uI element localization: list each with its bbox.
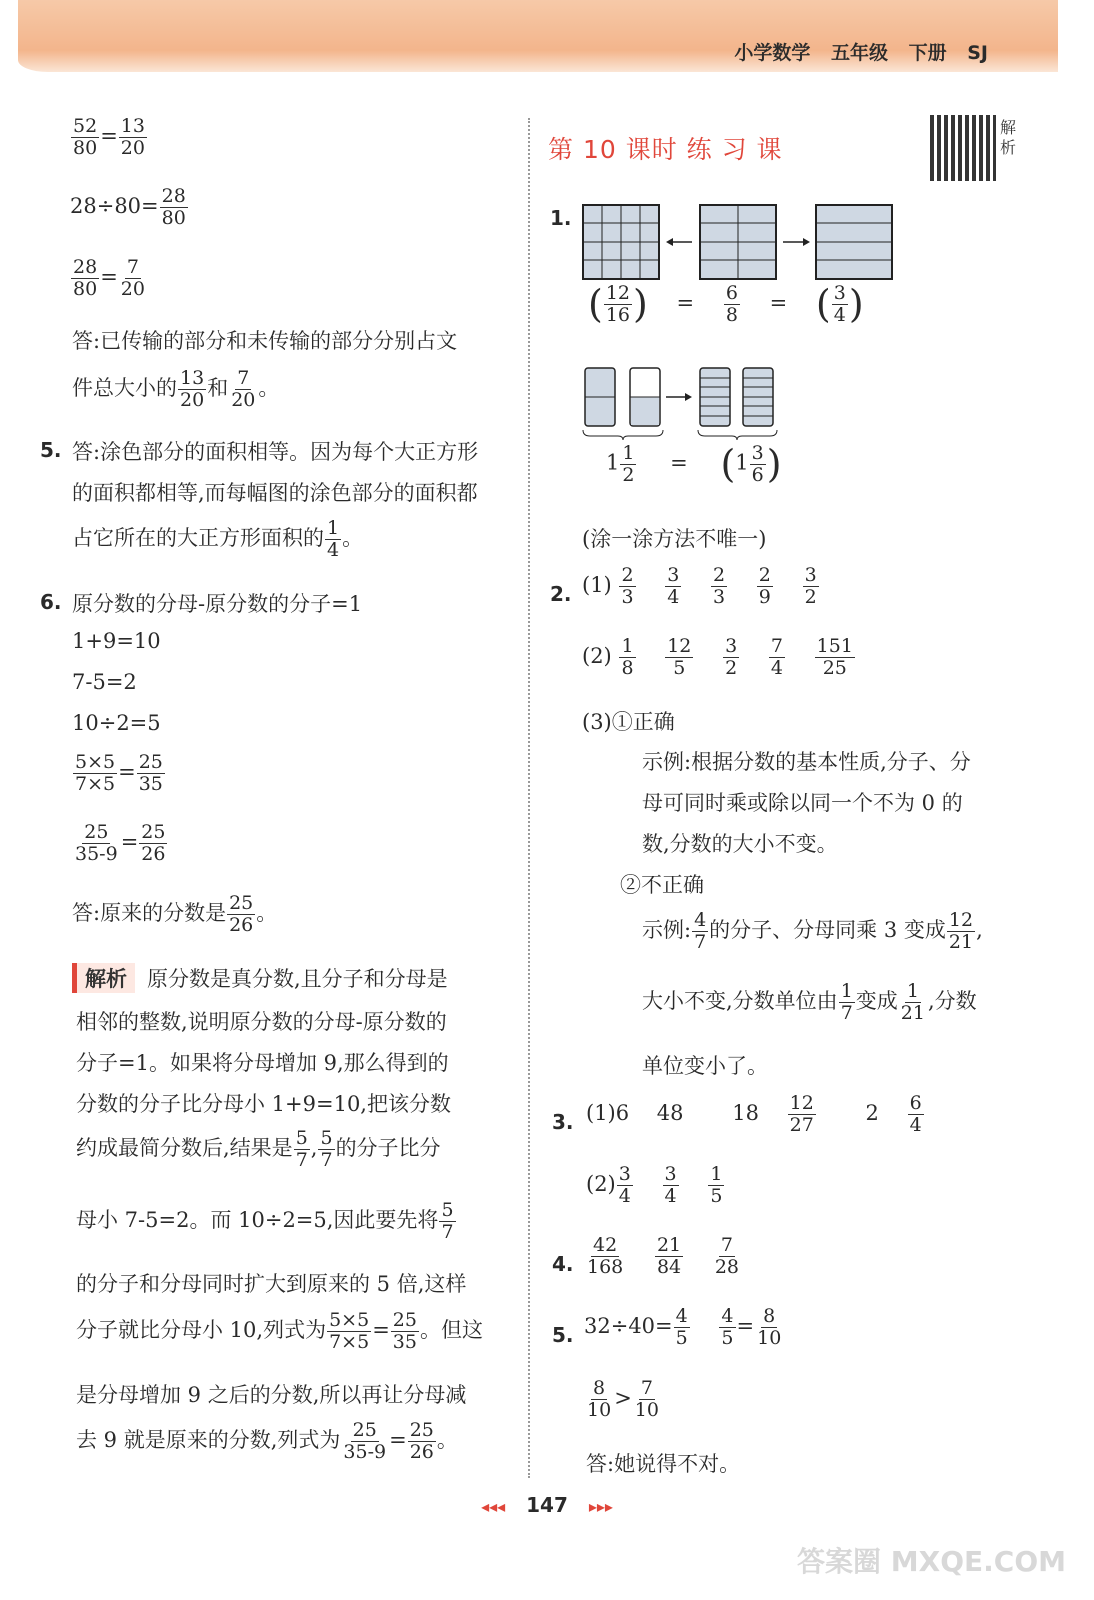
qr-code[interactable] (930, 115, 996, 181)
q6-line1: 原分数的分母-原分数的分子=1 (72, 592, 363, 616)
q2-example3: 大小不变,分数单位由 $\frac{1}{7}$ 变成 $\frac{1}{21}$ ,分数 (642, 980, 977, 1024)
q6-step3: 10÷2=5 (72, 711, 161, 735)
header-banner (18, 0, 1058, 72)
lesson-title: 第 10 课时 练 习 课 (548, 135, 783, 164)
volume: 下册 (908, 42, 947, 64)
grid-8ths (700, 205, 776, 279)
q6-answer: 答:原来的分数是 $\frac{25}{26}$ 。 (72, 892, 278, 936)
grade: 五年级 (830, 42, 888, 64)
q5-line3: 占它所在的大正方形面积的 $\frac{1}{4}$ 。 (72, 517, 364, 561)
q5-equation: 32÷40= $\frac{4}{5}$ $\frac{4}{5}$ = $\frac{8}{10}$ (584, 1305, 782, 1349)
equation-2: 28÷80= $\frac{28}{80}$ (70, 185, 186, 229)
q4-number: 4. (552, 1252, 574, 1276)
q2-example1-line3: 数,分数的大小不变。 (642, 832, 838, 856)
q5-line2: 的面积都相等,而每幅图的涂色部分的面积都 (72, 481, 478, 505)
q3-number: 3. (552, 1110, 574, 1134)
analysis-line6: 母小 7-5=2。而 10÷2=5,因此要先将 $\frac{5}{7}$ (76, 1199, 454, 1243)
q5-comparison: $\frac{8}{10}$ > $\frac{7}{10}$ (587, 1377, 659, 1421)
analysis-line4: 分数的分子比分母小 1+9=10,把该分数 (76, 1092, 451, 1116)
q6-step5: $\frac{25}{35-9}$ = $\frac{25}{26}$ (75, 821, 166, 865)
q3-part1: (1)6 48 18 $\frac{12}{27}$ 2 $\frac{6}{4}$ (586, 1092, 922, 1136)
next-arrows-icon: ▸▸▸ (588, 1497, 613, 1516)
analysis-line5: 约成最简分数后,结果是 $\frac{5}{7}$ , $\frac{5}{7}$ 的分子比分 (76, 1127, 441, 1171)
equation-1: $\frac{52}{80}$ = $\frac{13}{20}$ (73, 115, 145, 159)
q1-row1: ( $\frac{12}{16}$ ) = $\frac{6}{8}$ = ( $\frac{3}{4}$ ) (588, 281, 864, 326)
q2-part2: (2) $\frac{1}{8}$ $\frac{12}{5}$ $\frac{3}{2}$ $\frac{7}{4}$ $\frac{151}{25}$ (582, 635, 853, 679)
q2-example2: 示例: $\frac{4}{7}$ 的分子、分母同乘 3 变成 $\frac{12}{21}$ , (642, 909, 983, 953)
q5-answer: 答:她说得不对。 (586, 1452, 741, 1476)
q2-part3: (3)①正确 (582, 710, 675, 734)
analysis-line3: 分子=1。如果将分母增加 9,那么得到的 (76, 1051, 449, 1075)
analysis-line2: 相邻的整数,说明原分数的分母-原分数的 (76, 1010, 447, 1034)
cylinder-halves (585, 368, 660, 426)
q4-answers: $\frac{42}{168}$ $\frac{21}{84}$ $\frac{7}{28}$ (587, 1234, 740, 1278)
column-divider (528, 118, 530, 1478)
analysis-line1: 解析 原分数是真分数,且分子和分母是 (72, 963, 448, 993)
q1-cylinder-figures (580, 362, 780, 440)
q1-row2: 1 $\frac{1}{2}$ = (1 $\frac{3}{6}$ ) (606, 441, 782, 486)
grid-16ths (583, 205, 659, 279)
equation-3: $\frac{28}{80}$ = $\frac{7}{20}$ (73, 256, 145, 300)
brace-right (698, 430, 777, 440)
analysis-line9: 是分母增加 9 之后的分数,所以再让分母减 (76, 1383, 467, 1407)
page-number: ◂◂◂ 147 ▸▸▸ (481, 1493, 613, 1517)
answer-4-line2: 件总大小的 $\frac{13}{20}$ 和 $\frac{7}{20}$ 。 (72, 367, 280, 411)
q5-number: 5. (552, 1323, 574, 1347)
q2-part1: (1) $\frac{2}{3}$ $\frac{3}{4}$ $\frac{2}{3}$ $\frac{2}{9}$ $\frac{3}{2}$ (582, 564, 817, 608)
qr-label: 解析 (1000, 118, 1017, 157)
question-5-number: 5. (40, 438, 62, 462)
q2-part3b: ②不正确 (620, 873, 704, 897)
brace-left (583, 430, 663, 440)
analysis-line10: 去 9 就是原来的分数,列式为 $\frac{25}{35-9}$ = $\frac{25}{26}$ 。 (76, 1419, 458, 1463)
q1-note: (涂一涂方法不唯一) (582, 527, 767, 551)
analysis-line8: 分子就比分母小 10,列式为 $\frac{5\times 5}{7\times 5}$ = $\frac{25}{35}$ 。但这 (76, 1309, 483, 1353)
analysis-tag: 解析 (72, 963, 135, 993)
question-6-number: 6. (40, 590, 62, 614)
q2-example1-line2: 母可同时乘或除以同一个不为 0 的 (642, 791, 963, 815)
analysis-line7: 的分子和分母同时扩大到原来的 5 倍,这样 (76, 1272, 467, 1296)
prev-arrows-icon: ◂◂◂ (481, 1497, 506, 1516)
answer-4-line1: 答:已传输的部分和未传输的部分分别占文 (72, 329, 458, 353)
q2-example1-line1: 示例:根据分数的基本性质,分子、分 (642, 750, 971, 774)
cylinder-sixths (700, 368, 773, 426)
q1-grid-figures (580, 200, 900, 285)
watermark: 答案圈 MXQE.COM (797, 1545, 1066, 1578)
q6-step4: $\frac{5\times 5}{7\times 5}$ = $\frac{25}{35}$ (75, 751, 163, 795)
edition: SJ (967, 42, 988, 64)
q2-number: 2. (550, 582, 572, 606)
q6-step1: 1+9=10 (72, 629, 161, 653)
q1-number: 1. (550, 206, 572, 230)
q3-part2: (2) $\frac{3}{4}$ $\frac{3}{4}$ $\frac{1}{5}$ (586, 1163, 723, 1207)
q2-example4: 单位变小了。 (642, 1054, 768, 1078)
subject: 小学数学 (734, 42, 811, 64)
grid-4ths (816, 205, 892, 279)
book-info (734, 38, 988, 65)
q6-step2: 7-5=2 (72, 670, 137, 694)
q5-line1: 答:涂色部分的面积相等。因为每个大正方形 (72, 440, 479, 464)
